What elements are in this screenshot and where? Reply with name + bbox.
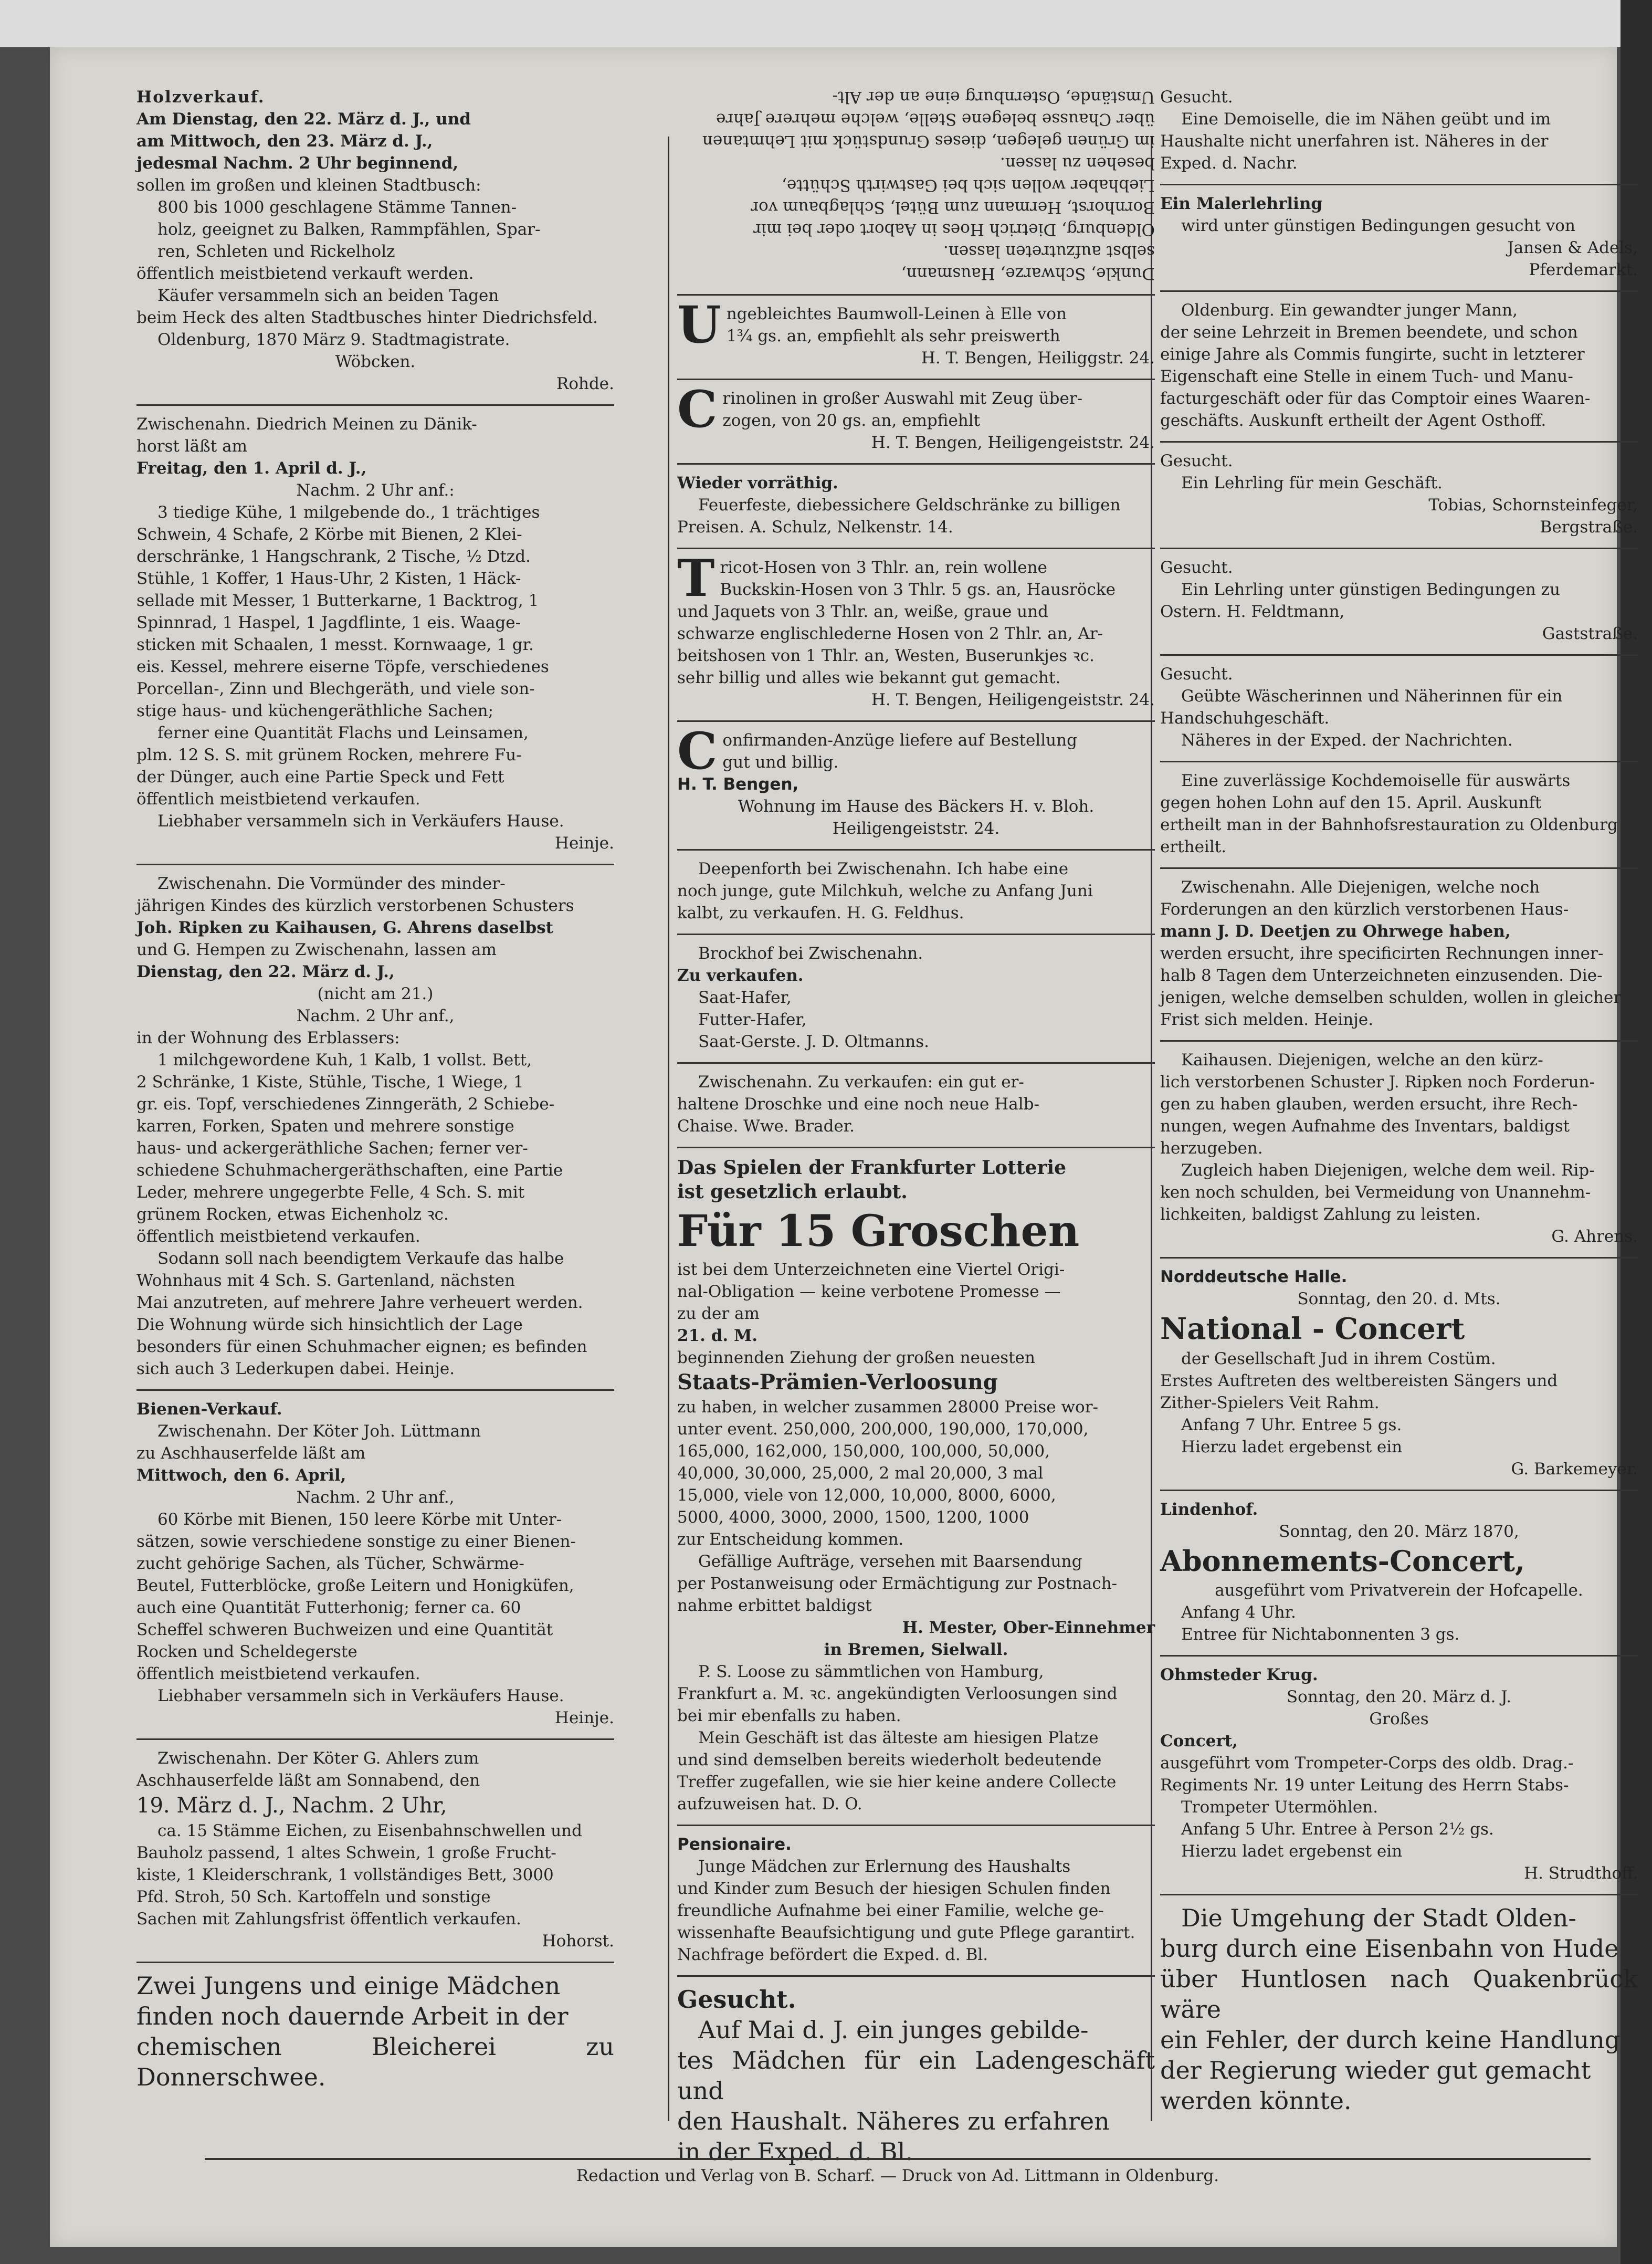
ad-line: öffentlich meistbietend verkaufen.: [136, 1227, 420, 1246]
ad-line: Joh. Ripken zu Kaihausen, G. Ahrens daselbst: [136, 918, 553, 937]
ad-line: ca. 15 Stämme Eichen, zu Eisenbahnschwellen und: [157, 1821, 582, 1840]
ad-line: per Postanweisung oder Ermächtigung zur Postnach-: [677, 1574, 1118, 1593]
ad-line: derschränke, 1 Hangschrank, 2 Tische, ½ Dtzd.: [136, 547, 531, 566]
ad-line: holz, geeignet zu Balken, Rammpfählen, Spar-: [157, 220, 541, 239]
ad-gesucht-schornstein: [1160, 443, 1638, 549]
ad-line: sehr billig und alles wie bekannt gut gemacht.: [677, 668, 1061, 687]
ad-line: und G. Hempen zu Zwischenahn, lassen am: [136, 940, 497, 959]
ad-line: ausgeführt vom Privatverein der Hofcapelle.: [1215, 1581, 1583, 1600]
ad-line: Sonntag, den 20. März d. J.: [1286, 1687, 1512, 1706]
ad-holzverkauf: [136, 79, 614, 406]
ad-milchkuh: [677, 851, 1155, 935]
ad-line: ferner eine Quantität Flachs und Leinsamen,: [157, 724, 529, 742]
ad-line: karren, Forken, Spaten und mehrere sonstige: [136, 1117, 514, 1136]
ad-line: freundliche Aufnahme bei einer Familie, welche ge-: [677, 1901, 1104, 1920]
ad-line: Wohnhaus mit 4 Sch. S. Gartenland, nächsten: [136, 1271, 515, 1290]
ad-line: rinolinen in großer Auswahl mit Zeug über-: [722, 389, 1083, 408]
ad-line: Scheffel schweren Buchweizen und eine Quantität: [136, 1620, 553, 1639]
ad-line: Spinnrad, 1 Haspel, 1 Jagdflinte, 1 eis. Waage-: [136, 613, 521, 632]
ad-line: gegen hohen Lohn auf den 15. April. Auskunft: [1160, 793, 1542, 812]
drop-cap: C: [677, 380, 718, 439]
ad-line: Bornhorst, Hermann zum Bütel, Schlagbaum vor: [751, 198, 1155, 217]
ad-line: Zwei Jungens und einige Mädchen: [136, 1972, 561, 2000]
ad-baumwoll-leinen: [677, 296, 1155, 380]
ad-tricot-hosen: [677, 549, 1155, 722]
ad-line: öffentlich meistbietend verkaufen.: [136, 1664, 420, 1683]
ad-line: wird unter günstigen Bedingungen gesucht von: [1181, 216, 1575, 235]
ad-signature: Heinje.: [554, 834, 614, 853]
ad-line: jedesmal Nachm. 2 Uhr beginnend,: [136, 154, 459, 173]
ad-line: Entree für Nichtabonnenten 3 gs.: [1181, 1625, 1460, 1644]
ad-line: Trompeter Utermöhlen.: [1181, 1798, 1379, 1817]
ad-signature: Bergstraße.: [1540, 518, 1638, 537]
ad-auction-meinen: [136, 406, 614, 865]
ad-line: 1¾ gs. an, empfiehlt als sehr preiswerth: [726, 327, 1060, 345]
ad-line: Wohnung im Hause des Bäckers H. v. Bloh.: [738, 797, 1095, 816]
ad-line: Die Wohnung würde sich hinsichtlich der Lage: [136, 1315, 523, 1334]
ad-signature: H. T. Bengen, Heiligengeiststr. 24.: [871, 690, 1155, 709]
ad-line: sätzen, sowie verschiedene sonstige zu einer Bienen-: [136, 1532, 576, 1551]
ad-line: haus- und ackergeräthliche Sachen; ferner ver-: [136, 1139, 528, 1158]
ad-line: Dunkle, Schwarze, Hausmann,: [901, 264, 1155, 283]
ad-line: Liebhaber wollen sich bei Gastwirth Schütte,: [782, 176, 1155, 195]
ad-signature: H. Mester, Ober-Einnehmer: [902, 1618, 1155, 1637]
ad-line: besonders für einen Schuhmacher eignen; es befinden: [136, 1337, 587, 1356]
ad-gesucht-feldtmann: [1160, 549, 1638, 656]
ad-heading: National - Concert: [1160, 1312, 1465, 1346]
ad-line: Handschuhgeschäft.: [1160, 709, 1330, 728]
ad-headline: Concert,: [1160, 1732, 1238, 1751]
ad-line: bei mir ebenfalls zu haben.: [677, 1706, 901, 1725]
ad-line: Exped. d. Nachr.: [1160, 154, 1298, 173]
ad-line: herzugeben.: [1160, 1139, 1263, 1158]
ad-line: Haushalte nicht unerfahren ist. Näheres in der: [1160, 132, 1549, 151]
ad-malerlehrling: [1160, 185, 1638, 292]
ad-line: gen zu haben glauben, werden ersucht, ihre Rech-: [1160, 1095, 1578, 1114]
ad-line: wissenhafte Beaufsichtigung und gute Pflege garantirt.: [677, 1923, 1135, 1942]
inverted-text-block: [677, 86, 1155, 285]
ad-line: Auf Mai d. J. ein junges gebilde-: [698, 2016, 1089, 2044]
ad-heading: Dienstag, den 22. März d. J.,: [136, 962, 395, 981]
ad-signature: Hohorst.: [542, 1932, 614, 1951]
ad-line: geschäfts. Auskunft ertheilt der Agent Osthoff.: [1160, 411, 1546, 430]
ad-line: der Gesellschaft Jud in ihrem Costüm.: [1181, 1349, 1496, 1368]
ad-heading: 19. März d. J., Nachm. 2 Uhr,: [136, 1794, 447, 1818]
ad-line: Anfang 7 Uhr. Entree 5 gs.: [1181, 1416, 1402, 1434]
ad-line: grünem Rocken, etwas Eichenholz ꝛc.: [136, 1205, 449, 1224]
ad-line: Eigenschaft eine Stelle in einem Tuch- und Manu-: [1160, 367, 1573, 386]
ad-line: burg durch eine Eisenbahn von Hude: [1160, 1934, 1619, 1963]
ad-line: unter event. 250,000, 200,000, 190,000, 170,000,: [677, 1420, 1089, 1439]
ad-line: Frist sich melden. Heinje.: [1160, 1010, 1374, 1029]
ad-line: facturgeschäft oder für das Comptoir eines Waaren-: [1160, 389, 1591, 408]
ad-line: 40,000, 30,000, 25,000, 2 mal 20,000, 3 mal: [677, 1464, 1044, 1483]
ad-line: aufzuweisen hat. D. O.: [677, 1795, 862, 1814]
ad-line: in der Wohnung des Erblassers:: [136, 1029, 400, 1047]
ad-line: Treffer zugefallen, wie sie hier keine andere Collecte: [677, 1773, 1117, 1791]
ad-signature: H. Strudthoff.: [1524, 1864, 1638, 1883]
ad-signature: in Bremen, Sielwall.: [824, 1640, 1008, 1659]
ad-title: Norddeutsche Halle.: [1160, 1267, 1348, 1286]
column-3: [1160, 79, 1638, 2125]
ad-junger-mann: [1160, 292, 1638, 443]
ad-line: Ein Lehrling unter günstigen Bedingungen zu: [1181, 580, 1560, 599]
ad-line: tes Mädchen für ein Ladengeschäft und: [677, 2046, 1155, 2105]
ad-signature: Pferdemarkt.: [1529, 260, 1638, 279]
ad-signature: Jansen & Adels,: [1507, 238, 1638, 257]
ad-brockhof: [677, 935, 1155, 1064]
ad-line: schwarze englischlederne Hosen von 2 Thlr. an, Ar-: [677, 624, 1103, 643]
ad-line: Ein Lehrling für mein Geschäft.: [1181, 474, 1443, 492]
ad-title: Gesucht.: [1160, 452, 1233, 470]
ad-line: und Kinder zum Besuch der hiesigen Schulen finden: [677, 1879, 1111, 1898]
ad-line: nungen, wegen Aufnahme des Inventars, baldigst: [1160, 1117, 1570, 1136]
ad-line: Nachm. 2 Uhr anf.:: [296, 481, 455, 500]
ad-line: Sonntag, den 20. d. Mts.: [1297, 1290, 1501, 1308]
ad-line: 800 bis 1000 geschlagene Stämme Tannen-: [157, 198, 517, 217]
ad-line: finden noch dauernde Arbeit in der: [136, 2002, 569, 2030]
ad-line: Zwischenahn. Der Köter Joh. Lüttmann: [157, 1422, 481, 1441]
ad-line: 1 milchgewordene Kuh, 1 Kalb, 1 vollst. Bett,: [157, 1051, 532, 1070]
ad-title: Wieder vorräthig.: [677, 474, 838, 492]
ad-line: Oldenburg. Ein gewandter junger Mann,: [1181, 301, 1518, 320]
ad-line: werden könnte.: [1160, 2087, 1352, 2115]
ad-line: onfirmanden-Anzüge liefere auf Bestellung: [722, 731, 1077, 750]
ad-auction-ripken: [136, 865, 614, 1391]
ad-line: (nicht am 21.): [317, 984, 434, 1003]
ad-line: beginnenden Ziehung der großen neuesten: [677, 1348, 1035, 1367]
ad-title: Ein Malerlehrling: [1160, 194, 1323, 213]
ad-line: gut und billig.: [722, 753, 839, 772]
ad-line: ertheilt man in der Bahnhofsrestauration zu Oldenburg: [1160, 815, 1618, 834]
ad-title: Holzverkauf.: [136, 88, 265, 107]
ad-line: ein Fehler, der durch keine Handlung: [1160, 2026, 1621, 2054]
ad-line: Sonntag, den 20. März 1870,: [1279, 1522, 1519, 1541]
ad-line: zu Aschhauserfelde läßt am: [136, 1444, 366, 1463]
ad-line: zogen, von 20 gs. an, empfiehlt: [722, 411, 981, 430]
ad-line: Oldenburg, 1870 März 9. Stadtmagistrate.: [157, 330, 510, 349]
ad-line: Gefällige Aufträge, versehen mit Baarsendung: [698, 1552, 1082, 1571]
ad-line: Großes: [1369, 1710, 1429, 1728]
ad-line: Am Dienstag, den 22. März d. J., und: [136, 110, 471, 129]
ad-line: 2 Schränke, 1 Kiste, Stühle, Tische, 1 Wiege, 1: [136, 1073, 524, 1092]
ad-line: ngebleichtes Baumwoll-Leinen à Elle von: [726, 305, 1067, 323]
ad-line: auch eine Quantität Futterhonig; ferner ca. 60: [136, 1598, 521, 1617]
ad-line: ausgeführt vom Trompeter-Corps des oldb. Drag.-: [1160, 1754, 1574, 1773]
ad-line: stige haus- und küchengeräthliche Sachen;: [136, 701, 494, 720]
drop-cap: U: [677, 295, 721, 354]
ad-line: Umstände, Osternburg eine an der Alt-: [832, 88, 1155, 107]
ad-line: ren, Schleten und Rickelholz: [157, 242, 395, 261]
ad-line: im Grünen gelegen, dieses Grundstück mit Lehmtanen: [702, 132, 1155, 151]
ad-line: Zugleich haben Diejenigen, welche dem weil. Rip-: [1181, 1161, 1595, 1180]
ad-line: plm. 12 S. S. mit grünem Rocken, mehrere Fu-: [136, 746, 522, 764]
ad-line: Nachm. 2 Uhr anf.,: [296, 1488, 455, 1507]
ad-line: Heiligengeiststr. 24.: [832, 819, 1000, 838]
ad-line: Junge Mädchen zur Erlernung des Haushalts: [698, 1857, 1071, 1876]
ad-line: einige Jahre als Commis fungirte, sucht in letzterer: [1160, 345, 1585, 364]
ad-line: Forderungen an den kürzlich verstorbenen Haus-: [1160, 900, 1569, 919]
ad-line: der Regierung wieder gut gemacht: [1160, 2056, 1591, 2084]
ad-title: Bienen-Verkauf.: [136, 1400, 282, 1419]
ad-line: sollen im großen und kleinen Stadtbusch:: [136, 176, 481, 195]
ad-auction-ahlers: [136, 1740, 614, 1963]
ad-signature: G. Barkemeyer.: [1511, 1460, 1638, 1479]
ad-title: Gesucht.: [677, 1985, 796, 2014]
ad-line: haltene Droschke und eine noch neue Halb-: [677, 1095, 1039, 1114]
ad-line: öffentlich meistbietend verkauft werden.: [136, 264, 474, 283]
ad-line: Buckskin-Hosen von 3 Thlr. 5 gs. an, Hausröcke: [720, 580, 1116, 599]
ad-line: Saat-Hafer,: [698, 988, 792, 1007]
ad-heading: Mittwoch, den 6. April,: [136, 1466, 346, 1485]
ad-confirmanden: [677, 722, 1155, 851]
ad-title: Zu verkaufen.: [677, 966, 804, 985]
ad-signature: Wöbcken.: [335, 352, 416, 371]
ad-geldschraenke: [677, 465, 1155, 549]
ad-line: werden ersucht, ihre specificirten Rechnungen inner-: [1160, 944, 1604, 963]
ad-line: Liebhaber versammeln sich in Verkäufers Hause.: [157, 1686, 564, 1705]
ad-line: und Jaquets von 3 Thlr. an, weiße, graue und: [677, 602, 1048, 621]
ad-line: Zither-Spielers Veit Rahm.: [1160, 1393, 1380, 1412]
ad-line: Mai anzutreten, auf mehrere Jahre verheuert werden.: [136, 1293, 583, 1312]
ad-title: Gesucht.: [1160, 558, 1233, 577]
column-1: [136, 79, 614, 2102]
ad-line: Zwischenahn. Die Vormünder des minder-: [157, 874, 506, 893]
drop-cap: T: [677, 549, 715, 608]
ad-line: zur Entscheidung kommen.: [677, 1530, 904, 1549]
ad-line: sellade mit Messer, 1 Butterkarne, 1 Backtrog, 1: [136, 591, 539, 610]
ad-line: Hierzu ladet ergebenst ein: [1181, 1438, 1403, 1456]
ad-bienen-verkauf: [136, 1391, 614, 1740]
ad-heading: Staats-Prämien-Verloosung: [677, 1370, 998, 1395]
ad-line: Schwein, 4 Schafe, 2 Körbe mit Bienen, 2 Klei-: [136, 525, 522, 544]
ad-line: gr. eis. Topf, verschiedenes Zinngeräth, 2 Schiebe-: [136, 1095, 555, 1114]
ad-line: ricot-Hosen von 3 Thlr. an, rein wollene: [720, 558, 1047, 577]
ad-title: Das Spielen der Frankfurter Lotterie: [677, 1157, 1066, 1179]
ad-title: Gesucht.: [1160, 88, 1233, 107]
ad-line: und sind demselben bereits wiederholt bedeutende: [677, 1751, 1102, 1769]
ad-line: Regiments Nr. 19 unter Leitung des Herrn Stabs-: [1160, 1776, 1569, 1795]
ad-signature: Heinje.: [554, 1709, 614, 1727]
ad-line: am Mittwoch, den 23. März d. J.,: [136, 132, 433, 151]
ad-gesucht-laden: [677, 1977, 1155, 2176]
ad-line: 3 tiedige Kühe, 1 milgebende do., 1 trächtiges: [157, 503, 540, 522]
ad-forderungen-deetjen: [1160, 869, 1638, 1042]
ad-line: Zwischenahn. Zu verkaufen: ein gut er-: [698, 1073, 1024, 1092]
ad-line: 5000, 4000, 3000, 2000, 1500, 1200, 1000: [677, 1508, 1029, 1527]
ad-line: der seine Lehrzeit in Bremen beendete, und schon: [1160, 323, 1578, 342]
column-rule-1: [668, 137, 669, 2121]
ad-line: Rocken und Scheldegerste: [136, 1642, 357, 1661]
ad-pensionaire: [677, 1826, 1155, 1977]
ad-line: Nachfrage befördert die Exped. d. Bl.: [677, 1945, 988, 1964]
ad-title: Gesucht.: [1160, 665, 1233, 684]
ad-line: Käufer versammeln sich an beiden Tagen: [157, 286, 499, 305]
ad-line: eis. Kessel, mehrere eiserne Töpfe, verschiedenes: [136, 657, 549, 676]
ad-line: Frankfurt a. M. ꝛc. angekündigten Verloosungen sind: [677, 1684, 1118, 1703]
ad-line: Zwischenahn. Alle Diejenigen, welche noch: [1181, 878, 1540, 897]
ad-gesucht-demoiselle: [1160, 79, 1638, 185]
ad-line: lichkeiten, baldigst Zahlung zu leisten.: [1160, 1205, 1481, 1224]
ad-line: in der Exped. d. Bl.: [677, 2137, 913, 2166]
ad-line: Preisen. A. Schulz, Nelkenstr. 14.: [677, 518, 953, 537]
ad-line: Beutel, Futterblöcke, große Leitern und Honigküfen,: [136, 1576, 574, 1595]
ad-signature: Rohde.: [556, 374, 614, 393]
ad-line: jährigen Kindes des kürzlich verstorbenen Schusters: [136, 896, 574, 915]
ad-line: Ostern. H. Feldtmann,: [1160, 602, 1345, 621]
ad-signature: H. T. Bengen, Heiligengeiststr. 24.: [871, 433, 1155, 452]
ad-bleicherei: [136, 1963, 614, 2102]
ad-line: Nachm. 2 Uhr anf.,: [296, 1007, 455, 1025]
ad-line: P. S. Loose zu sämmtlichen von Hamburg,: [698, 1662, 1044, 1681]
ad-line: Brockhof bei Zwischenahn.: [698, 944, 923, 963]
ad-line: beitshosen von 1 Thlr. an, Westen, Buserunkjes ꝛc.: [677, 646, 1095, 665]
ad-ohmsteder-krug: [1160, 1657, 1638, 1895]
ad-line: mann J. D. Deetjen zu Ohrwege haben,: [1160, 922, 1511, 941]
ad-line: öffentlich meistbietend verkaufen.: [136, 790, 420, 809]
ad-line: 60 Körbe mit Bienen, 150 leere Körbe mit Unter-: [157, 1510, 562, 1529]
column-2: [677, 79, 1155, 2176]
ad-signature: Gaststraße.: [1542, 624, 1638, 643]
ad-line: ist bei dem Unterzeichneten eine Viertel Origi-: [677, 1260, 1065, 1279]
ad-line: schiedene Schuhmachergeräthschaften, eine Partie: [136, 1161, 563, 1180]
ad-line: Saat-Gerste. J. D. Oltmanns.: [698, 1032, 930, 1051]
ad-line: Porcellan-, Zinn und Blechgeräth, und viele son-: [136, 679, 535, 698]
ad-line: der Dünger, auch eine Partie Speck und Fett: [136, 768, 504, 787]
ad-line: über Huntlosen nach Quakenbrück wäre: [1160, 1965, 1638, 2024]
ad-heading: Freitag, den 1. April d. J.,: [136, 459, 367, 478]
ad-title: Lindenhof.: [1160, 1500, 1258, 1519]
ad-line: chemischen Bleicherei zu Donnerschwee.: [136, 2032, 614, 2091]
ad-line: Bauholz passend, 1 altes Schwein, 1 große Frucht-: [136, 1843, 556, 1862]
ad-line: Futter-Hafer,: [698, 1010, 807, 1029]
ad-line: Erstes Auftreten des weltbereisten Sängers und: [1160, 1371, 1558, 1390]
ad-line: Sodann soll nach beendigtem Verkaufe das halbe: [157, 1249, 564, 1268]
ad-line: kalbt, zu verkaufen. H. G. Feldhus.: [677, 904, 964, 923]
ad-upside-down: [677, 79, 1155, 296]
ad-line: über Chausse belegene Stelle, welche mehrere Jahre: [716, 110, 1155, 129]
ad-norddeutsche-halle: [1160, 1259, 1638, 1491]
ad-line: sich auch 3 Lederkupen dabei. Heinje.: [136, 1359, 455, 1378]
ad-line: zu haben, in welcher zusammen 28000 Preise wor-: [677, 1398, 1098, 1417]
ad-line: noch junge, gute Milchkuh, welche zu Anfang Juni: [677, 882, 1093, 900]
ad-signature: Tobias, Schornsteinfeger,: [1428, 496, 1638, 515]
ad-line: nahme erbittet baldigst: [677, 1596, 872, 1615]
ad-line: ertheilt.: [1160, 837, 1227, 856]
scan-top-margin: [0, 0, 1652, 47]
ad-line: Eine zuverlässige Kochdemoiselle für auswärts: [1181, 771, 1571, 790]
ad-gesucht-naeherinnen: [1160, 656, 1638, 762]
ad-line: Eine Demoiselle, die im Nähen geübt und im: [1181, 110, 1551, 129]
ad-line: zucht gehörige Sachen, als Tücher, Schwärme-: [136, 1554, 524, 1573]
ad-line: Chaise. Wwe. Brader.: [677, 1117, 855, 1136]
ad-line: Zwischenahn. Der Köter G. Ahlers zum: [157, 1749, 479, 1768]
ad-lindenhof: [1160, 1491, 1638, 1657]
ad-line: Leder, mehrere ungegerbte Felle, 4 Sch. S. mit: [136, 1183, 525, 1202]
ad-line: kiste, 1 Kleiderschrank, 1 vollständiges Bett, 3000: [136, 1865, 554, 1884]
ad-title: Pensionaire.: [677, 1835, 792, 1854]
imprint-footer: Redaction und Verlag von B. Scharf. — Druck von Ad. Littmann in Oldenburg.: [205, 2158, 1591, 2192]
ad-line: den Haushalt. Näheres zu erfahren: [677, 2107, 1110, 2135]
ad-headline: Für 15 Groschen: [677, 1206, 1080, 1256]
ad-forderungen-ripken: [1160, 1042, 1638, 1259]
ad-line: Liebhaber versammeln sich in Verkäufers Hause.: [157, 812, 564, 831]
ad-line: selbst aufzutreten lassen.: [943, 242, 1155, 261]
ad-line: ken noch schulden, bei Vermeidung von Unannehm-: [1160, 1183, 1591, 1202]
ad-lotterie: [677, 1148, 1155, 1826]
ad-line: Kaihausen. Diejenigen, welche an den kürz-: [1181, 1051, 1543, 1070]
drop-cap: C: [677, 721, 718, 781]
ad-line: Mein Geschäft ist das älteste am hiesigen Platze: [698, 1728, 1099, 1747]
ad-signature: G. Ahrens.: [1551, 1227, 1638, 1246]
ad-line: Feuerfeste, diebessichere Geldschränke zu billigen: [698, 496, 1121, 515]
ad-line: Geübte Wäscherinnen und Näherinnen für ein: [1181, 687, 1563, 706]
ad-line: besehen zu lassen.: [999, 154, 1155, 173]
ad-droschke: [677, 1064, 1155, 1148]
ad-line: 15,000, viele von 12,000, 10,000, 8000, 6000,: [677, 1486, 1056, 1505]
ad-line: Aschhauserfelde läßt am Sonnabend, den: [136, 1771, 480, 1790]
ad-crinolinen: [677, 380, 1155, 465]
ad-heading: Abonnements-Concert,: [1160, 1544, 1525, 1578]
ad-line: beim Heck des alten Stadtbusches hinter Diedrichsfeld.: [136, 308, 598, 327]
ad-line: Die Umgehung der Stadt Olden-: [1181, 1904, 1576, 1932]
ad-title: Ohmsteder Krug.: [1160, 1665, 1318, 1684]
ad-line: sticken mit Schaalen, 1 messt. Kornwaage, 1 gr.: [136, 635, 534, 654]
ad-heading: 21. d. M.: [677, 1326, 758, 1345]
ad-line: Näheres in der Exped. der Nachrichten.: [1181, 731, 1513, 750]
ad-line: halb 8 Tagen dem Unterzeichneten einzusenden. Die-: [1160, 966, 1603, 985]
ad-kochdemoiselle: [1160, 762, 1638, 869]
ad-title: ist gesetzlich erlaubt.: [677, 1181, 908, 1203]
ad-heading: H. T. Bengen,: [677, 775, 799, 794]
ad-signature: H. T. Bengen, Heiliggstr. 24.: [921, 349, 1155, 368]
ad-line: Sachen mit Zahlungsfrist öffentlich verkaufen.: [136, 1910, 521, 1928]
ad-eisenbahn: [1160, 1895, 1638, 2125]
ad-line: Hierzu ladet ergebenst ein: [1181, 1842, 1403, 1861]
ad-line: Zwischenahn. Diedrich Meinen zu Dänik-: [136, 415, 477, 434]
ad-line: Deepenforth bei Zwischenahn. Ich habe eine: [698, 860, 1069, 878]
ad-line: 165,000, 162,000, 150,000, 100,000, 50,000,: [677, 1442, 1050, 1461]
ad-line: Stühle, 1 Koffer, 1 Haus-Uhr, 2 Kisten, 1 Häck-: [136, 569, 521, 588]
ad-line: Oldenburg, Dietrich Hoes in Aabort oder bei mir: [753, 220, 1155, 239]
ad-line: Anfang 5 Uhr. Entree à Person 2½ gs.: [1181, 1820, 1494, 1839]
ad-line: jenigen, welche demselben schulden, wollen in gleicher: [1160, 988, 1622, 1007]
ad-line: Pfd. Stroh, 50 Sch. Kartoffeln und sonstige: [136, 1888, 491, 1906]
ad-line: horst läßt am: [136, 437, 247, 456]
ad-line: lich verstorbenen Schuster J. Ripken noch Forderun-: [1160, 1073, 1595, 1092]
ad-line: zu der am: [677, 1304, 760, 1323]
ad-line: nal-Obligation — keine verbotene Promesse —: [677, 1282, 1061, 1301]
ad-line: Anfang 4 Uhr.: [1181, 1603, 1296, 1622]
